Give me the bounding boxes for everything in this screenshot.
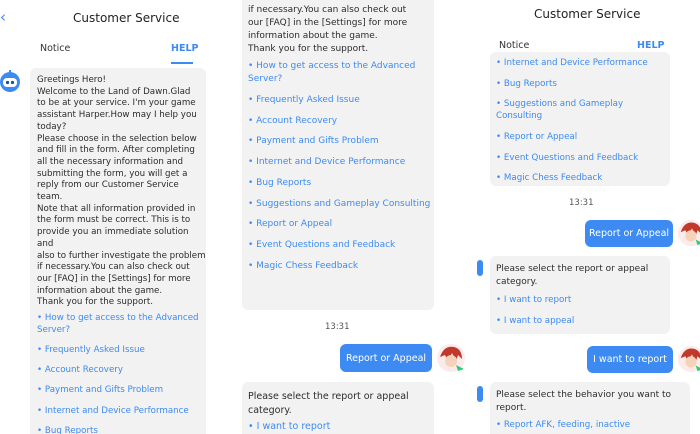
topic-suggestions[interactable]: • Suggestions and Gameplay Consulting [248,198,431,209]
assistant-avatar-icon [0,70,22,94]
topic-report-appeal[interactable]: • Report or Appeal [496,131,578,142]
option-i-want-to-appeal[interactable]: • I want to appeal [496,315,575,326]
report-category-prompt: Please select the report or appeal category. [248,391,409,416]
user-avatar-icon [436,343,466,373]
report-category-prompt: Please select the report or appeal category. [496,264,649,287]
user-avatar-icon [677,219,700,247]
user-message-i-want-to-report: I want to report [587,346,673,373]
report-behavior-prompt: Please select the behavior you want to report. [496,390,672,413]
panel-chat-start [0,0,236,434]
greeting-bubble [242,0,434,310]
report-behavior-bubble [490,382,690,434]
topic-bug-reports[interactable]: • Bug Reports [496,78,557,89]
panel-chat-report [473,0,700,434]
report-category-bubble [242,382,434,434]
topic-payment-gifts[interactable]: • Payment and Gifts Problem [248,136,379,147]
greeting-bubble [490,52,670,186]
topic-internet-device[interactable]: • Internet and Device Performance [37,405,189,416]
topic-magic-chess[interactable]: • Magic Chess Feedback [248,260,359,271]
option-i-want-to-report[interactable]: • I want to report [496,295,572,305]
topic-internet-device[interactable]: • Internet and Device Performance [248,157,406,168]
greeting-text: Greetings Hero! Welcome to the Land of Dawn.Glad to be at your service. I'm your game assistant Harper.How may I help you today? Please choose in the selection below and fill in the form. After completing all the necessary information and submitting the form, you will get a reply from our Customer Service team. Note that all information provided in the form must be correct. This is to provide you an immediate solution and also to further investigate the problem if necessary.You can also check out our [FAQ] in the [Settings] for more information about the game. Thank you for the support. [37,75,206,308]
topic-event-questions[interactable]: • Event Questions and Feedback [248,239,396,250]
topic-suggestions[interactable]: • Suggestions and Gameplay Consulting [496,99,624,122]
topic-bug-reports[interactable]: • Bug Reports [248,177,312,188]
topic-frequently-asked[interactable]: • Frequently Asked Issue [248,95,360,105]
chevron-left-icon[interactable]: ‹ [0,8,6,26]
topic-account-recovery[interactable]: • Account Recovery [37,365,124,376]
report-category-bubble [490,256,670,334]
user-message-report-appeal: Report or Appeal [585,220,673,247]
tab-notice[interactable]: Notice [40,43,71,54]
topic-internet-device[interactable]: • Internet and Device Performance [496,58,648,68]
user-avatar-icon [677,345,700,373]
topic-event-questions[interactable]: • Event Questions and Feedback [496,152,639,163]
tab-notice[interactable]: Notice [499,40,530,51]
user-message-report-appeal: Report or Appeal [340,344,432,372]
tab-indicator [171,62,193,64]
topic-bug-reports[interactable]: • Bug Reports [37,425,98,434]
topic-frequently-asked[interactable]: • Frequently Asked Issue [37,344,145,355]
panel-chat-scrolled [236,0,473,434]
topic-report-appeal[interactable]: • Report or Appeal [248,219,333,230]
topic-account-recovery[interactable]: • Account Recovery [248,115,338,126]
topic-advanced-server[interactable]: • How to get access to the Advanced Server? [37,313,199,335]
option-report-afk[interactable]: • Report AFK, feeding, inactive [496,420,631,430]
message-timestamp: 13:31 [569,198,594,208]
greeting-text-tail: if necessary.You can also check out our [FAQ] in the [Settings] for more information about the game. Thank you for the support. [248,5,408,54]
option-i-want-to-report[interactable]: • I want to report [248,421,331,432]
assistant-avatar-edge [477,260,483,276]
tab-help[interactable]: HELP [637,40,665,51]
topic-magic-chess[interactable]: • Magic Chess Feedback [496,173,603,184]
assistant-avatar-edge [477,386,483,402]
greeting-bubble [30,68,206,434]
topic-advanced-server[interactable]: • How to get access to the Advanced Server? [248,61,416,84]
tab-help[interactable]: HELP [171,43,199,54]
page-title: Customer Service [73,11,180,25]
message-timestamp: 13:31 [325,322,350,332]
page-title: Customer Service [534,7,641,21]
topic-payment-gifts[interactable]: • Payment and Gifts Problem [37,385,164,396]
